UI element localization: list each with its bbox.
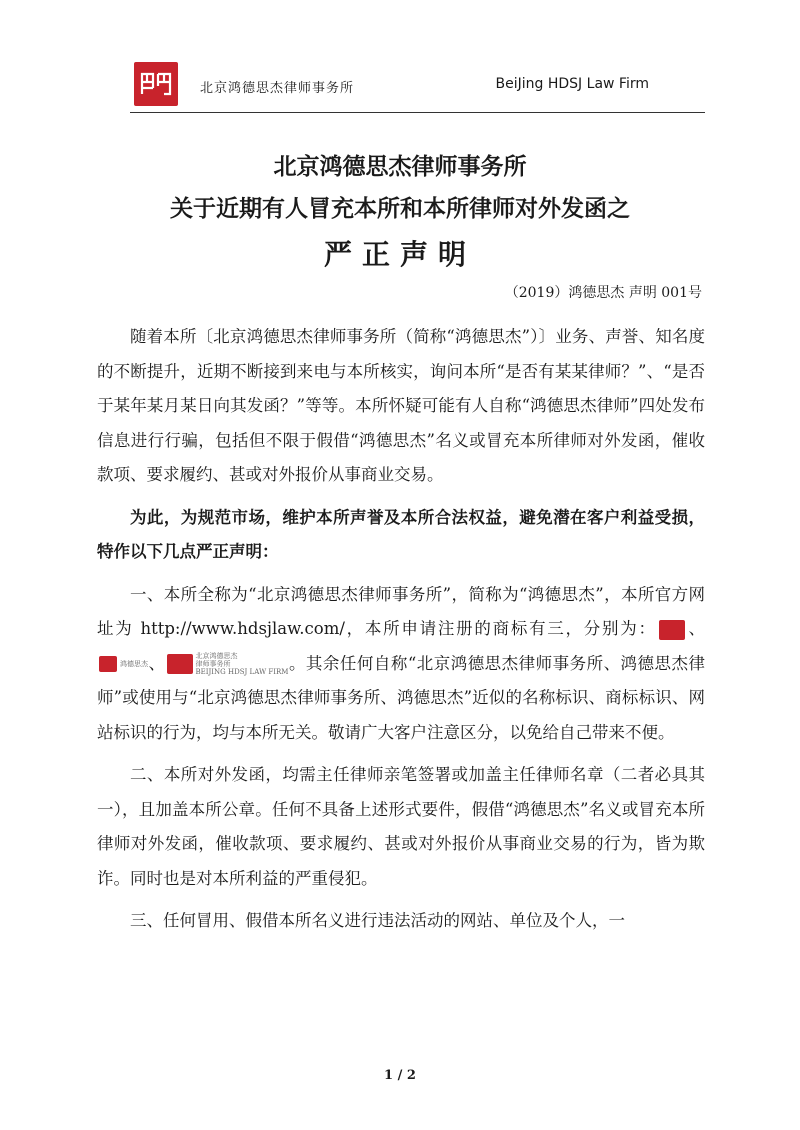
item-1-text-a: 一、本所全称为“北京鸿德思杰律师事务所”，简称为“鸿德思杰”，本所官方网址为 http://www.hdsjlaw.com/，本所申请注册的商标有三，分别为： xyxy=(97,584,705,638)
title-line-3: 严正声明 xyxy=(323,238,476,271)
trademark-separator: 、 xyxy=(686,619,705,638)
letterhead-firm-name-cn: 北京鸿德思杰律师事务所 xyxy=(200,81,355,96)
trademark-2-text: 鸿德思杰 xyxy=(120,660,148,668)
paragraph-intro: 随着本所〔北京鸿德思杰律师事务所（简称“鸿德思杰”）〕业务、声誉、知名度的不断提升，近期不断接到来电与本所核实，询问本所“是否有某某律师？”、“是否于某年某月某日向其发函？”等等。本所怀疑可能有人自称“鸿德思杰律师”四处发布信息进行行骗，包括但不限于假借“鸿德思杰”名义或冒充本所律师对外发函，催收款项、要求履约、甚或对外报价从事商业交易。 xyxy=(97,327,705,484)
header-divider xyxy=(130,112,705,113)
trademark-3-line-2: 律师事务所 xyxy=(195,660,231,668)
item-1-text-b: 。其余任何自称“北京鸿德思杰律师事务所、鸿德思杰律师”或使用与“北京鸿德思杰律师事务所、鸿德思杰”近似的名称标识、商标标识、网站标识的行为，均与本所无关。敬请广大客户注意区分，以免给自己带来不便。 xyxy=(97,653,705,742)
paragraph-item-2: 二、本所对外发函，均需主任律师亲笔签署或加盖主任律师名章（二者必具其一），且加盖本所公章。任何不具备上述形式要件，假借“鸿德思杰”名义或冒充本所律师对外发函，催收款项、要求履约、甚或对外报价从事商业交易的行为，皆为欺诈。同时也是对本所利益的严重侵犯。 xyxy=(97,765,705,888)
trademark-1-logo-icon xyxy=(659,620,685,640)
hdsj-logo-icon xyxy=(134,62,178,106)
document-number: （2019）鸿德思杰 声明 001号 xyxy=(504,285,702,301)
letterhead-firm-name-en: BeiJing HDSJ Law Firm xyxy=(495,76,649,92)
trademark-3-line-3: BEIJING HDSJ LAW FIRM xyxy=(195,668,289,676)
page-number: 1 / 2 xyxy=(384,1068,416,1083)
paragraph-purpose: 为此，为规范市场，维护本所声誉及本所合法权益，避免潜在客户利益受损，特作以下几点严正声明： xyxy=(97,507,705,561)
trademark-3-logo-icon xyxy=(167,654,193,674)
trademark-3-line-1: 北京鸿德思杰 xyxy=(195,652,238,660)
trademark-3-text xyxy=(195,652,288,676)
letterhead xyxy=(130,62,705,112)
trademark-separator: 、 xyxy=(148,653,166,673)
trademark-2-logo-icon xyxy=(99,656,117,672)
paragraph-item-1 xyxy=(97,578,705,751)
title-line-1: 北京鸿德思杰律师事务所 xyxy=(273,153,527,180)
paragraph-item-3: 三、任何冒用、假借本所名义进行违法活动的网站、单位及个人，一 xyxy=(130,911,625,930)
trademark-2 xyxy=(97,656,148,672)
title-line-2: 关于近期有人冒充本所和本所律师对外发函之 xyxy=(170,195,630,222)
document-body xyxy=(97,320,705,939)
